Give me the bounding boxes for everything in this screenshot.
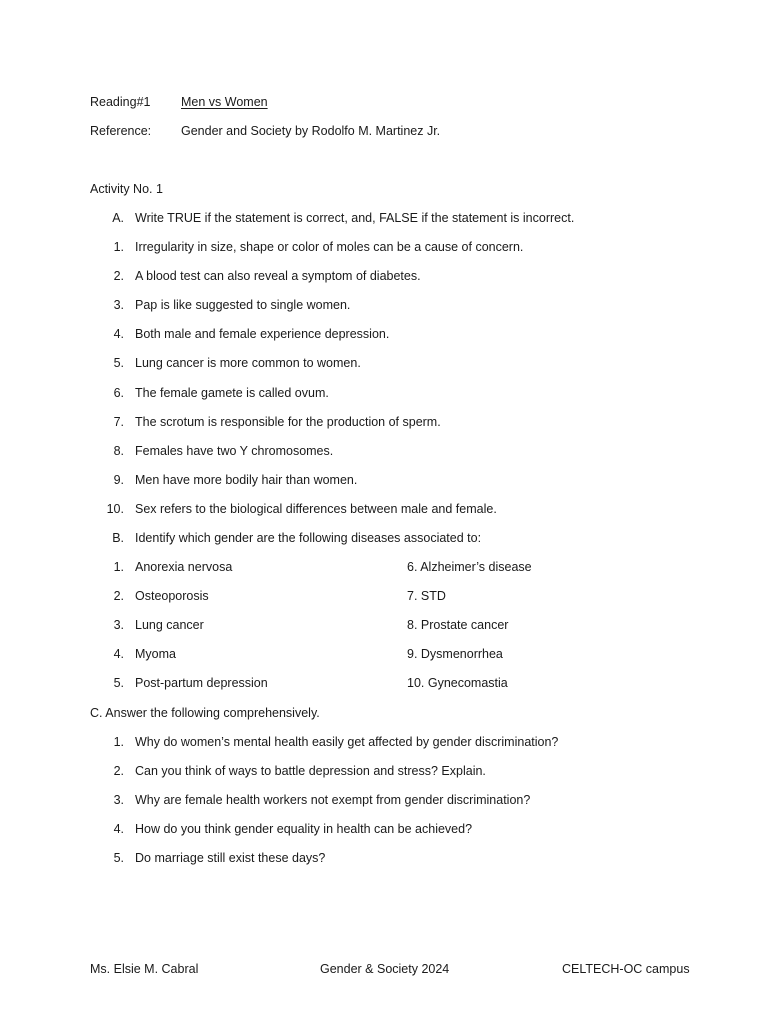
section-c-item-number: 4. [113, 822, 124, 836]
section-a-item-text: Pap is like suggested to single women. [135, 298, 351, 313]
section-b-left-item-number: 2. [113, 589, 124, 603]
section-a-item-text: Both male and female experience depression. [135, 327, 390, 342]
section-a-item-number: 2. [113, 269, 124, 284]
footer-course: Gender & Society 2024 [320, 962, 450, 976]
section-a-item-number: 1. [113, 240, 124, 254]
reference-text: Gender and Society by Rodolfo M. Martinez Jr. [181, 124, 441, 138]
section-b-left-item-text: Osteoporosis [135, 589, 209, 603]
activity-title: Activity No. 1 [90, 182, 163, 196]
section-a-item-number: 4. [113, 327, 124, 342]
section-a-item-text: The scrotum is responsible for the production of sperm. [135, 414, 441, 429]
section-b-left-item-number: 3. [113, 618, 124, 632]
section-a-item-text: Lung cancer is more common to women. [135, 356, 361, 371]
section-c-item-text: Why are female health workers not exempt from gender discrimination? [135, 793, 531, 807]
section-b-left-item-number: 4. [113, 647, 124, 661]
section-a-item-number: 6. [113, 385, 124, 400]
section-c-item-number: 1. [113, 735, 124, 749]
section-a-item-number: 8. [113, 443, 124, 458]
section-b-left-item-text: Post-partum depression [135, 676, 268, 690]
section-a-instruction: Write TRUE if the statement is correct, and, FALSE if the statement is incorrect. [135, 211, 575, 225]
section-c-item-number: 2. [113, 764, 124, 778]
section-c-item-text: Why do women’s mental health easily get affected by gender discrimination? [135, 735, 559, 749]
section-c-item-text: Can you think of ways to battle depression and stress? Explain. [135, 764, 486, 778]
section-a-item-text: Females have two Y chromosomes. [135, 443, 334, 458]
section-b-left-item-text: Anorexia nervosa [135, 560, 233, 574]
section-b-left-item-number: 5. [113, 676, 124, 690]
section-c-item-number: 3. [113, 793, 124, 807]
section-c-item-text: Do marriage still exist these days? [135, 851, 326, 865]
section-a-item-number: 5. [113, 356, 124, 371]
section-b-right-item: 10. Gynecomastia [407, 676, 508, 690]
section-a-item-text: Sex refers to the biological differences between male and female. [135, 501, 497, 516]
reading-label: Reading#1 [90, 95, 151, 109]
section-b-right-item: 8. Prostate cancer [407, 618, 509, 632]
section-b-left-item-number: 1. [113, 560, 124, 574]
section-b-left-item-text: Myoma [135, 647, 176, 661]
section-b-left-item-text: Lung cancer [135, 618, 204, 632]
footer-author: Ms. Elsie M. Cabral [90, 962, 199, 976]
footer-campus: CELTECH-OC campus [562, 962, 690, 976]
section-a-item-number: 10. [106, 501, 124, 516]
section-a-item-text: Irregularity in size, shape or color of moles can be a cause of concern. [135, 240, 524, 254]
section-a-item-number: 3. [113, 298, 124, 313]
section-c-item-text: How do you think gender equality in health can be achieved? [135, 822, 473, 836]
section-a-item-text: Men have more bodily hair than women. [135, 472, 358, 487]
section-b-right-item: 6. Alzheimer’s disease [407, 560, 532, 574]
reference-label: Reference: [90, 124, 152, 138]
section-a-marker: A. [112, 211, 124, 225]
section-a-item-number: 9. [113, 472, 124, 487]
section-b-right-item: 9. Dysmenorrhea [407, 647, 503, 661]
section-b-right-item: 7. STD [407, 589, 446, 603]
section-a-item-text: The female gamete is called ovum. [135, 385, 329, 400]
section-b-instruction: Identify which gender are the following diseases associated to: [135, 531, 482, 545]
section-a-item-number: 7. [113, 414, 124, 429]
section-c-instruction: C. Answer the following comprehensively. [90, 706, 320, 720]
section-a-item-text: A blood test can also reveal a symptom of diabetes. [135, 269, 421, 284]
reading-title: Men vs Women [181, 95, 268, 109]
section-b-marker: B. [112, 531, 124, 545]
section-c-item-number: 5. [113, 851, 124, 865]
